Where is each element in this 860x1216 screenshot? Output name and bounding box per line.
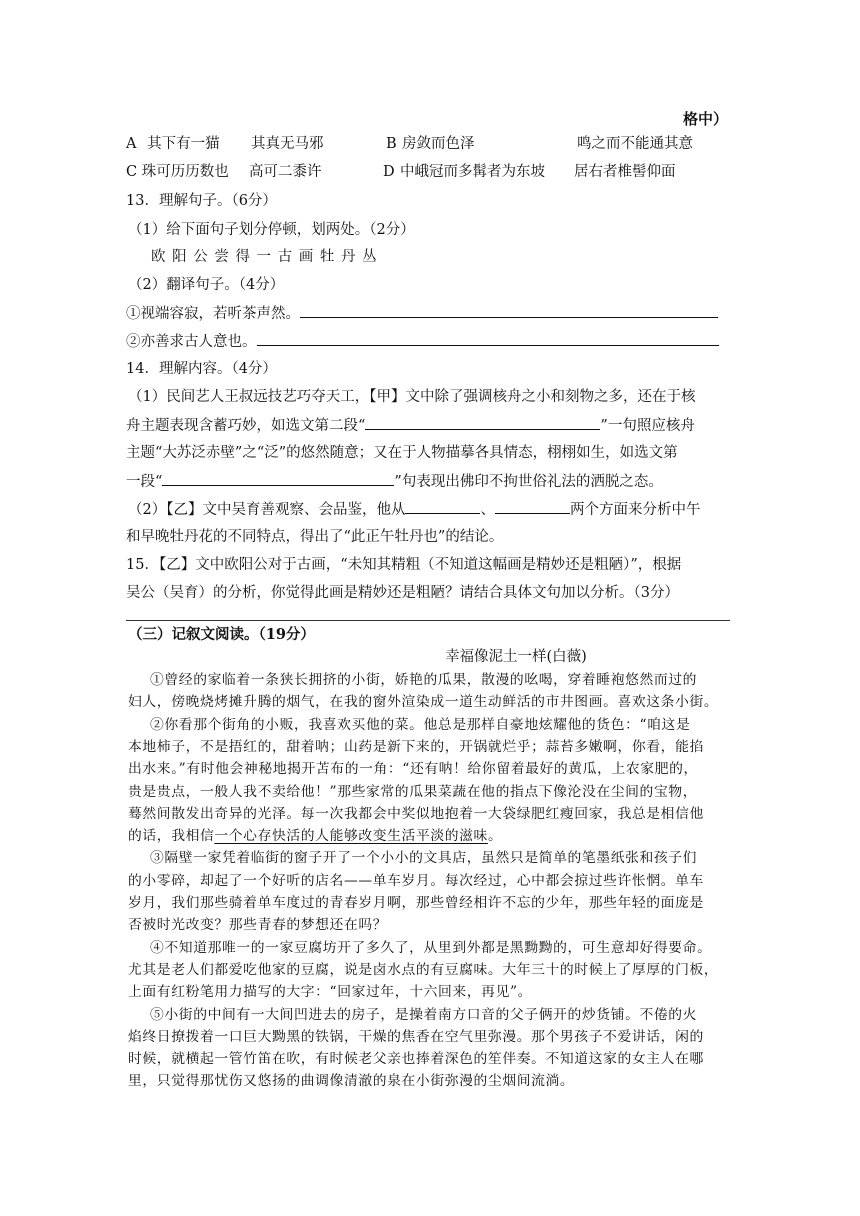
q14-line-6: 和早晚牡丹花的不同特点，得出了“此正午牡丹也”的结论。 [126,529,504,545]
q14-line-5 [128,499,738,520]
q14-blank-4[interactable] [495,499,570,514]
article-p3-line: 否被时光改变？那些青春的梦想还在吗？ [128,917,388,934]
q14-line-4 [126,471,736,492]
article-p4-line: ④不知道那唯一的一家豆腐坊开了多久了，从里到外都是黑黝黝的，可生意却好得要命。 [150,939,712,956]
q13-t1-answer-blank[interactable] [300,303,718,318]
q13-sub2: （2）翻译句子。（4分） [128,277,285,293]
option-a-part1: 其下有一猫 [147,136,220,152]
q13-translate-1 [126,303,736,324]
q13-t1-text: ①视端容寂，若听茶声然。 [126,306,300,322]
q13-title: 13．理解句子。（6分） [126,193,277,209]
q14-l5a: （2）【乙】文中吴育善观察、会品鉴，他从 [128,502,406,518]
q14-blank-1[interactable] [365,415,600,430]
p2-last-text: 的话，我相信 [128,828,215,845]
article-p1-line: 妇人，傍晚烧烤摊升腾的烟气，在我的窗外渲染成一道生动鲜活的市井图画。喜欢这条小街。 [128,694,719,711]
option-row-cd [126,162,736,182]
option-b-part1: 房敛而色泽 [402,136,475,152]
q14-l2a: 舟主题表现含蓄巧妙，如选文第二段“ [126,418,366,434]
article-p2-line: 蓦然间散发出奇异的光泽。每一次我都会中奖似地抱着一大袋绿肥红瘦回家，我总是相信他 [128,805,704,822]
option-c-part1: 珠可历历数也 [141,164,229,180]
article-p2-line: 贵是贵点，一般人我不卖给他！”那些家常的瓜果菜蔬在他的指点下像沦没在尘间的宝物， [128,783,698,800]
q13-translate-2 [126,331,736,352]
q15-line-2: 吴公（吴育）的分析，你觉得此画是精妙还是粗陋？请结合具体文句加以分析。（3分） [126,585,679,601]
article-p3-line: 岁月，我们那些骑着单车度过的青春岁月啊，那些曾经相许不忘的少年，那些年轻的面庞是 [128,895,704,911]
q14-l4b: ”句表现出佛印不拘世俗礼法的洒脱之态。 [394,474,663,490]
option-c-part2: 高可二黍许 [249,164,322,180]
q15-line-1: 15．【乙】文中欧阳公对于古画，“未知其精粗（不知道这幅画是精妙还是粗陋）”，根据 [126,557,682,573]
q14-line-1: （1）民间艺人王叔远技艺巧夺天工，【甲】文中除了强调核舟之小和刻物之多，还在于核 [128,389,696,405]
article-p3-line: 的小零碎，却起了一个好听的店名——单车岁月。每次经过，心中都会掠过些许怅惘。单车 [128,872,704,889]
article-p2-last-line [128,826,738,846]
article-p2-line: 本地柿子，不是捂红的，甜着呐；山药是新下来的，开锅就烂乎；蒜苔多嫩啊，你看，能掐 [128,738,704,755]
article-p5-line: 时候，就横起一管竹笛在吹，有时候老父亲也捧着深色的笙伴奏。不知道这家的女主人在哪 [128,1051,704,1068]
p2-last-punct: 。 [487,828,503,845]
article-p3-line: ③隔壁一家凭着临街的窗子开了一个小小的文具店，虽然只是简单的笔墨纸张和孩子们 [150,850,698,867]
header-fragment: 格中） [683,110,729,128]
article-p1-line: ①曾经的家临着一条狭长拥挤的小街，娇艳的瓜果，散漫的吆喝，穿着睡袍悠然而过的 [150,672,698,688]
q14-l2b: ”一句照应核舟 [600,418,695,434]
option-a-part2: 其真无马邪 [251,136,324,152]
q13-sub1: （1）给下面句子划分停顿，划两处。（2分） [128,222,415,238]
q14-l5c: 两个方面来分析中午 [569,502,701,518]
section3-article-title: 幸福像泥土一样(白薇) [445,649,587,665]
option-b-part2: 鸣之而不能通其意 [577,136,693,152]
underlined-sentence: 一个心存快活的人能够改变生活平淡的滋味 [214,828,488,845]
q13-t2-answer-blank[interactable] [257,331,719,346]
q14-blank-3[interactable] [405,499,480,514]
q14-title: 14．理解内容。（4分） [126,361,277,377]
q14-l5b: 、 [480,502,495,518]
article-p5-line: 里，只觉得那忧伤又悠扬的曲调像清澈的泉在小街弥漫的尘烟间流淌。 [128,1073,575,1090]
section3-heading: （三）记叙文阅读。（19分） [128,626,315,643]
option-c-label: C [126,164,138,180]
article-p4-line: 尤其是老人们都爱吃他家的豆腐，说是卤水点的有豆腐味。大年三十的时候上了厚厚的门板， [128,961,719,978]
section-divider [126,620,730,621]
option-d-label: D [383,164,395,180]
option-a-label: A [126,136,137,152]
article-p4-line: 上面有红粉笔用力描写的大字：“回家过年，十六回来，再见”。 [128,984,533,1001]
option-d-part1: 中峨冠而多髯者为东坡 [400,164,545,180]
article-p5-line: 焰终日撩拨着一口巨大黝黑的铁锅，干燥的焦香在空气里弥漫。那个男孩子不爱讲话，闲的 [128,1028,704,1045]
article-p2-line: 出水来。”有时他会神秘地揭开苫布的一角：“还有呐！给你留着最好的黄瓜，上农家肥的， [128,761,698,778]
q14-line-2 [126,415,736,436]
article-p5-line: ⑤小街的中间有一大间凹进去的房子，是操着南方口音的父子俩开的炒货铺。不倦的火 [150,1006,698,1023]
q13-sentence: 欧 阳 公 尝 得 一 古 画 牡 丹 丛 [151,249,378,265]
q13-t2-text: ②亦善求古人意也。 [126,334,257,350]
option-d-part2: 居右者椎髻仰面 [574,164,676,180]
q14-l4a: 一段“ [126,474,163,490]
q14-blank-2[interactable] [162,471,394,486]
option-row-ab [126,134,736,154]
q14-line-3: 主题“大苏泛赤壁”之“泛”的悠然随意；又在于人物描摹各具情态，栩栩如生，如选文第 [126,445,678,461]
option-b-label: B [386,136,397,152]
article-p2-line: ②你看那个街角的小贩，我喜欢买他的菜。他总是那样自豪地炫耀他的货色：“咱这是 [150,716,691,733]
